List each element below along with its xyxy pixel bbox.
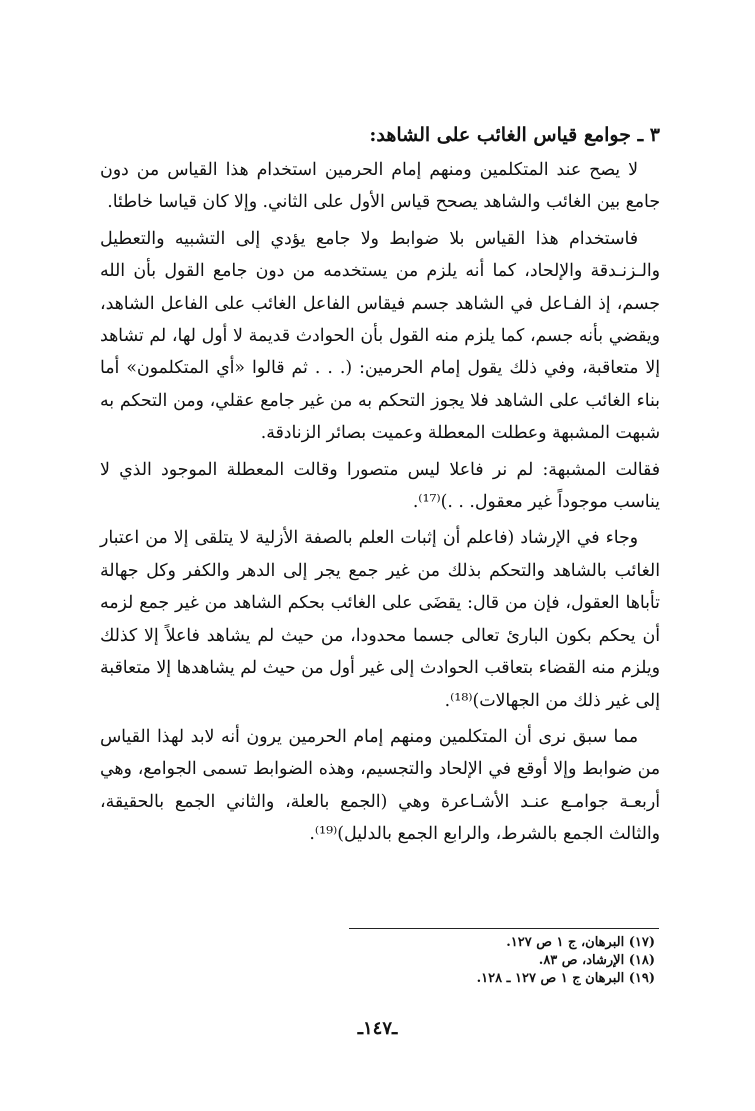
paragraph-4: وجاء في الإرشاد (فاعلم أن إثبات العلم بالصفة الأزلية لا يتلقى إلا من اعتبار الغائب بالشاهد والتحكم بذلك من غير جمع يجر إلى الدهر والكفر وكل جهالة تأباها العقول، فإن من قال: يقضَى على الغائب بحكم الشاهد من غير جمع لزمه أن يحكم بكون البارئ تعالى جسما محدودا، من حيث لم يشاهد فاعلاً إلا كذلك ويلزم منه القضاء بتعاقب الحوادث إلى غير أول من حيث لم يشاهدها إلا متعاقبة إلى غير ذلك من الجهالات)⁽¹⁸⁾. [100,528,660,711]
paragraph-5: مما سبق نرى أن المتكلمين ومنهم إمام الحرمين يرون أنه لابد لهذا القياس من ضوابط وإلا أوقع في الإلحاد والتجسيم، وهذه الضوابط تسمى الجوامع، وهي أربعـة جوامـع عنـد الأشـاعرة وهي (الجمع بالعلة، والثاني الجمع بالحقيقة، والثالث الجمع بالشرط، والرابع الجمع بالدليل)⁽¹⁹⁾. [100,726,660,845]
footnote-divider [349,928,659,929]
paragraph-2: فاستخدام هذا القياس بلا ضوابط ولا جامع يؤدي إلى التشبيه والتعطيل والـزنـدقة والإلحاد، كما أنه يلزم من يستخدمه من دون جامع القول بأن الله جسم، إذ الفـاعل في الشاهد جسم فيقاس الفاعل الغائب على الفاعل الشاهد، ويقضي بأنه جسم، كما يلزم منه القول بأن الحوادث قديمة لا أول لها، لم تشاهد إلا متعاقبة، وفي ذلك يقول إمام الحرمين: (. . . ثم قالوا «أي المتكلمون» أما بناء الغائب على الشاهد فلا يجوز التحكم به من غير جامع عقلي، ومن التحكم به شبهت المشبهة وعطلت المعطلة وعميت بصائر الزنادقة. [100,228,660,444]
footnote-18: (١٨) الإرشاد، ص ٨٣. [538,953,655,968]
section-heading: ٣ ـ جوامع قياس الغائب على الشاهد: [369,124,660,146]
paragraph-3: فقالت المشبهة: لم نر فاعلا ليس متصورا وقالت المعطلة الموجود الذي لا يناسب موجوداً غير معقول. . .)⁽¹⁷⁾. [100,459,660,513]
main-text [100,118,660,855]
footnote-17: (١٧) البرهان، ج ١ ص ١٢٧. [506,935,655,950]
page-number: ـ١٤٧ـ [357,1018,398,1039]
paragraph-1: لا يصح عند المتكلمين ومنهم إمام الحرمين استخدام هذا القياس من دون جامع بين الغائب والشاهد يصحح قياس الأول على الثاني. وإلا كان قياسا خاطئا. [100,160,660,213]
footnote-19: (١٩) البرهان ج ١ ص ١٢٧ ـ ١٢٨. [476,971,655,986]
footnotes [235,934,655,988]
